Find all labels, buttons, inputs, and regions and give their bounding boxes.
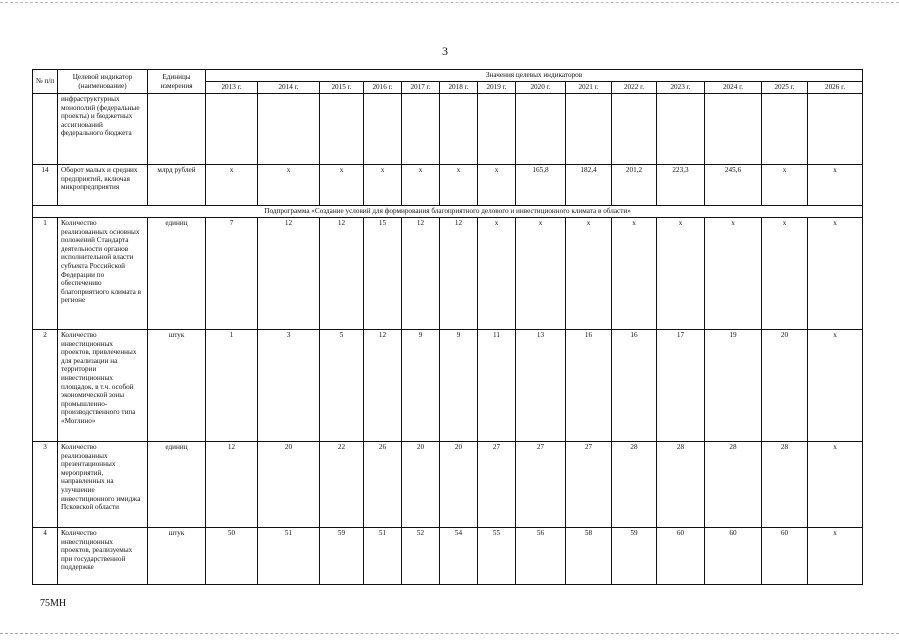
unit-cell: единиц [148,442,206,528]
scan-edge-top [0,2,899,5]
table-row [33,528,863,585]
header-year: 2022 г. [612,82,657,94]
header-unit: Единицы измерения [148,70,206,94]
indicator-name: Количество инвестиционных проектов, реализуемых при государственной поддержке [58,528,148,585]
value-cell: x [516,218,566,330]
value-cell: 1 [206,330,258,442]
value-cell: 201,2 [612,165,657,206]
value-cell: x [478,218,516,330]
subprogram-title-row [33,206,863,218]
indicator-name: Оборот малых и средних предприятий, включая микропредприятия [58,165,148,206]
value-cell: 5 [320,330,364,442]
value-cell: 16 [612,330,657,442]
value-cell: x [320,165,364,206]
unit-cell: единиц [148,218,206,330]
value-cell [206,94,258,165]
value-cell: x [566,218,612,330]
value-cell: x [657,218,705,330]
value-cell: x [762,165,808,206]
value-cell: 52 [402,528,440,585]
header-year: 2026 г. [808,82,863,94]
value-cell [762,94,808,165]
value-cell: x [762,218,808,330]
value-cell: x [808,218,863,330]
value-cell [320,94,364,165]
value-cell: 28 [612,442,657,528]
value-cell: 51 [364,528,402,585]
unit-cell [148,94,206,165]
value-cell: 60 [705,528,762,585]
row-num: 2 [33,330,58,442]
value-cell: 28 [657,442,705,528]
unit-cell: млрд рублей [148,165,206,206]
value-cell: 60 [657,528,705,585]
value-cell [705,94,762,165]
table-row-continuation [33,94,863,165]
header-year: 2015 г. [320,82,364,94]
value-cell: 20 [258,442,320,528]
header-year: 2019 г. [478,82,516,94]
value-cell: 60 [762,528,808,585]
table-row [33,442,863,528]
footer-code: 75МН [40,598,67,609]
value-cell: x [808,330,863,442]
header-year: 2013 г. [206,82,258,94]
value-cell [516,94,566,165]
value-cell: 165,8 [516,165,566,206]
indicator-name: Количество реализованных основных положений Стандарта деятельности органов исполнительной власти субъекта Российской Федерации по обеспечению благоприятного климата в регионе [58,218,148,330]
value-cell: 20 [440,442,478,528]
value-cell: x [206,165,258,206]
value-cell: x [258,165,320,206]
header-year: 2023 г. [657,82,705,94]
scan-edge-bottom [0,633,899,636]
value-cell: 16 [566,330,612,442]
value-cell [612,94,657,165]
value-cell: 20 [402,442,440,528]
value-cell: 28 [762,442,808,528]
value-cell: 223,3 [657,165,705,206]
row-num: 1 [33,218,58,330]
header-year: 2014 г. [258,82,320,94]
value-cell [258,94,320,165]
value-cell [478,94,516,165]
value-cell: 13 [516,330,566,442]
indicator-name: инфраструктурных монополий (федеральные проекты) и бюджетных ассигнований федерального бюджета [58,94,148,165]
value-cell [566,94,612,165]
value-cell [808,94,863,165]
row-num: 3 [33,442,58,528]
header-year: 2025 г. [762,82,808,94]
header-indicator: Целевой индикатор (наименование) [58,70,148,94]
unit-cell: штук [148,330,206,442]
value-cell: 19 [705,330,762,442]
target-indicators-table [32,69,863,585]
page-number: 3 [442,44,448,58]
value-cell: 56 [516,528,566,585]
value-cell: x [440,165,478,206]
value-cell: 20 [762,330,808,442]
value-cell: x [364,165,402,206]
header-num: № п/п [33,70,58,94]
value-cell: 27 [478,442,516,528]
value-cell [440,94,478,165]
value-cell: 12 [402,218,440,330]
value-cell: x [478,165,516,206]
value-cell: 15 [364,218,402,330]
value-cell: x [612,218,657,330]
value-cell: 12 [258,218,320,330]
table-row [33,218,863,330]
header-year: 2018 г. [440,82,478,94]
value-cell: 12 [320,218,364,330]
value-cell: x [808,442,863,528]
value-cell: x [705,218,762,330]
header-year: 2024 г. [705,82,762,94]
header-year: 2016 г. [364,82,402,94]
value-cell: 50 [206,528,258,585]
value-cell: 245,6 [705,165,762,206]
value-cell: 51 [258,528,320,585]
value-cell: 12 [364,330,402,442]
row-num [33,94,58,165]
table-row-14 [33,165,863,206]
header-year: 2021 г. [566,82,612,94]
value-cell: 27 [566,442,612,528]
value-cell [657,94,705,165]
value-cell: 17 [657,330,705,442]
value-cell: 7 [206,218,258,330]
value-cell: x [402,165,440,206]
row-num: 4 [33,528,58,585]
value-cell [364,94,402,165]
value-cell: 12 [440,218,478,330]
header-year: 2017 г. [402,82,440,94]
value-cell: 55 [478,528,516,585]
value-cell: 54 [440,528,478,585]
header-row-top [33,70,863,82]
subprogram-title: Подпрограмма «Создание условий для формирования благоприятного делового и инвестиционного климата в области» [33,206,863,218]
indicator-name: Количество реализованных презентационных мероприятий, направленных на улучшение инвестиционного имиджа Псковской области [58,442,148,528]
value-cell: 12 [206,442,258,528]
value-cell: 22 [320,442,364,528]
value-cell: 59 [320,528,364,585]
value-cell: 27 [516,442,566,528]
value-cell: 11 [478,330,516,442]
header-year: 2020 г. [516,82,566,94]
value-cell: 9 [402,330,440,442]
value-cell: x [808,528,863,585]
value-cell [402,94,440,165]
header-values-group: Значения целевых индикаторов [206,70,863,82]
value-cell: 59 [612,528,657,585]
value-cell: 3 [258,330,320,442]
value-cell: 58 [566,528,612,585]
value-cell: 9 [440,330,478,442]
unit-cell: штук [148,528,206,585]
value-cell: 182,4 [566,165,612,206]
row-num: 14 [33,165,58,206]
value-cell: 28 [705,442,762,528]
table-row [33,330,863,442]
value-cell: x [808,165,863,206]
value-cell: 26 [364,442,402,528]
indicator-name: Количество инвестиционных проектов, привлеченных для реализации на территории инвестиционных площадок, в т.ч. особой экономической зоны промышленно-производственного типа «Моглино» [58,330,148,442]
